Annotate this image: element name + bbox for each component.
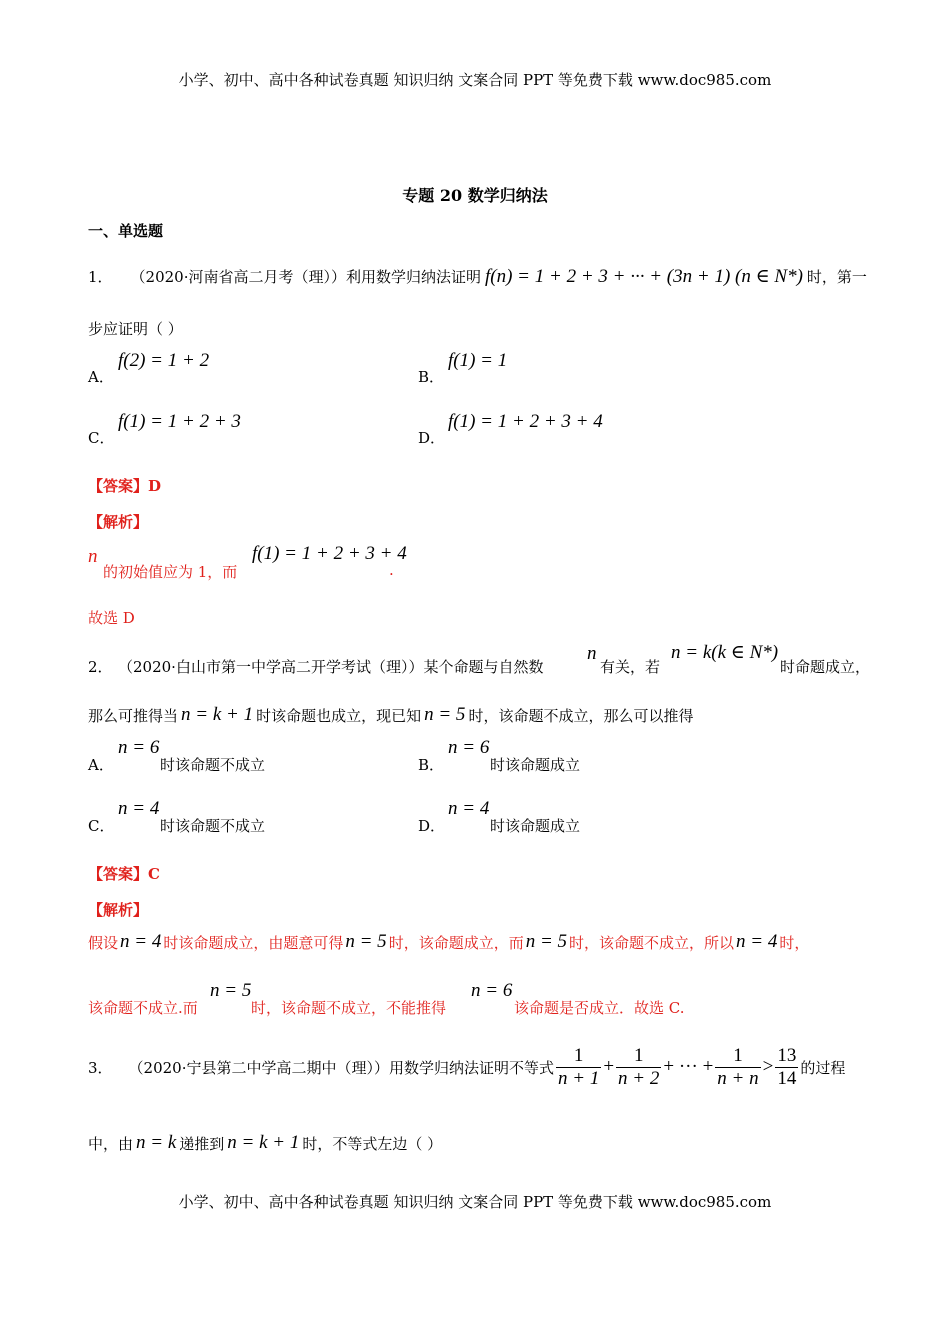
q2-exp-d: 时，该命题不成立，所以 xyxy=(569,933,735,952)
q2-exp2-b: 时，该命题不成立，不能推得 xyxy=(251,999,447,1017)
q1-answer: 【答案】D xyxy=(88,477,162,495)
q2-option-d-math: n = 4 xyxy=(448,798,490,819)
q2-exp2-math-1: n = 5 xyxy=(210,980,252,1001)
q1-option-c-math: f(1) = 1 + 2 + 3 xyxy=(118,411,241,432)
q3-fraction-3-denominator: n + n xyxy=(717,1067,759,1089)
page-footer: 小学、初中、高中各种试卷真题 知识归纳 文案合同 PPT 等免费下载 www.doc985.com xyxy=(178,1193,772,1211)
q2-exp-c: 时，该命题成立，而 xyxy=(388,933,524,952)
q2-option-b-text: 时该命题成立 xyxy=(490,756,581,774)
q2-line2-a: 那么可推得当 xyxy=(88,706,179,725)
question-2-mid: 有关，若 xyxy=(600,658,661,676)
q2-option-b-math: n = 6 xyxy=(448,737,490,758)
q1-option-b-math: f(1) = 1 xyxy=(448,350,508,371)
q3-line2-math-1: n = k xyxy=(136,1132,177,1153)
q2-answer: 【答案】C xyxy=(88,865,160,883)
q2-exp-e: 时， xyxy=(779,933,810,952)
question-1-number: 1． xyxy=(88,267,113,286)
q1-option-d-label: D． xyxy=(418,429,446,447)
q3-fraction-4-denominator: 14 xyxy=(777,1067,797,1089)
q2-exp2-a: 该命题不成立.而 xyxy=(88,999,198,1017)
q3-fraction-4-numerator: 13 xyxy=(777,1044,797,1066)
q1-option-c-label: C． xyxy=(88,429,115,447)
question-1-formula: f(n) = 1 + 2 + 3 + ··· + (3n + 1) (n ∈ N*) xyxy=(485,265,803,287)
q2-option-a-math: n = 6 xyxy=(118,737,160,758)
q1-conclusion: 故选 D xyxy=(88,609,135,627)
q3-fraction-4 xyxy=(775,1045,798,1090)
q1-option-d-math: f(1) = 1 + 2 + 3 + 4 xyxy=(448,411,603,432)
question-2-source: （2020·白山市第一中学高二开学考试（理））某个命题与自然数 xyxy=(118,658,544,676)
q3-fraction-3 xyxy=(715,1045,760,1090)
q3-fraction-1-denominator: n + 1 xyxy=(558,1067,600,1089)
q3-fraction-1 xyxy=(556,1045,601,1090)
question-3-line-2 xyxy=(88,1128,442,1158)
document-title: 专题 20 数学归纳法 xyxy=(402,186,548,205)
q2-option-c-label: C． xyxy=(88,817,115,835)
q2-exp2-math-2: n = 6 xyxy=(471,980,513,1001)
question-1-tail: 时，第一 xyxy=(806,267,867,286)
q2-line2-math-2: n = 5 xyxy=(424,704,466,725)
section-heading: 一、单选题 xyxy=(88,222,164,240)
q1-exp-text: 的初始值应为 1，而 xyxy=(103,563,238,581)
question-3-source: （2020·宁县第二中学高二期中（理））用数学归纳法证明不等式 xyxy=(128,1058,554,1077)
q3-fraction-1-numerator: 1 xyxy=(556,1045,601,1068)
q1-exp-n: n xyxy=(88,546,98,567)
q1-analysis-heading: 【解析】 xyxy=(88,513,149,531)
q2-explanation-line-1 xyxy=(88,927,809,957)
q2-option-a-text: 时该命题不成立 xyxy=(160,756,266,774)
q3-line2-math-2: n = k + 1 xyxy=(227,1132,300,1153)
q2-option-c-text: 时该命题不成立 xyxy=(160,817,266,835)
q3-plus-1: + xyxy=(603,1056,615,1077)
q2-line2-b: 时该命题也成立，现已知 xyxy=(256,706,422,725)
q3-plus-2: + ··· + xyxy=(663,1056,714,1077)
q3-line2-a: 中，由 xyxy=(88,1134,134,1153)
q3-line2-b: 递推到 xyxy=(179,1134,225,1153)
question-3-number: 3． xyxy=(88,1058,113,1077)
question-1-line-2: 步应证明（ ） xyxy=(88,320,183,338)
q1-exp-end: . xyxy=(389,561,394,579)
q2-analysis-heading: 【解析】 xyxy=(88,901,149,919)
q2-exp-math-4: n = 4 xyxy=(736,931,778,952)
q2-option-b-label: B． xyxy=(418,756,445,774)
q1-option-b-label: B． xyxy=(418,368,445,386)
q2-option-d-text: 时该命题成立 xyxy=(490,817,581,835)
q3-fraction-2 xyxy=(616,1045,661,1090)
q2-option-d-label: D． xyxy=(418,817,446,835)
q2-exp-math-2: n = 5 xyxy=(345,931,387,952)
q1-exp-math: f(1) = 1 + 2 + 3 + 4 xyxy=(252,543,407,564)
q2-line2-c: 时，该命题不成立，那么可以推得 xyxy=(468,706,694,725)
question-2-tail: 时命题成立， xyxy=(780,658,871,676)
q1-option-a-math: f(2) = 1 + 2 xyxy=(118,350,210,371)
question-2-line-2 xyxy=(88,700,693,730)
q3-fraction-3-numerator: 1 xyxy=(715,1045,760,1068)
q2-exp-a: 假设 xyxy=(88,933,119,952)
q2-option-a-label: A． xyxy=(88,756,114,774)
q2-exp-math-1: n = 4 xyxy=(120,931,162,952)
q3-fraction-2-denominator: n + 2 xyxy=(618,1067,660,1089)
question-3-line-1 xyxy=(88,1042,845,1092)
q2-exp2-c: 该命题是否成立．故选 C. xyxy=(514,999,685,1017)
q1-option-a-label: A． xyxy=(88,368,114,386)
question-2-number: 2． xyxy=(88,658,113,676)
q3-fraction-2-numerator: 1 xyxy=(616,1045,661,1068)
page-header: 小学、初中、高中各种试卷真题 知识归纳 文案合同 PPT 等免费下载 www.doc985.com xyxy=(178,71,772,89)
question-2-condition: n = k(k ∈ N*) xyxy=(671,642,779,663)
q3-line2-c: 时，不等式左边（ ） xyxy=(302,1134,443,1153)
q2-exp-b: 时该命题成立，由题意可得 xyxy=(163,933,344,952)
question-1-source: （2020·河南省高二月考（理））利用数学归纳法证明 xyxy=(130,267,481,286)
question-1-line-1 xyxy=(88,256,867,296)
question-3-tail: 的过程 xyxy=(800,1058,846,1077)
question-2-n: n xyxy=(587,643,597,664)
q2-option-c-math: n = 4 xyxy=(118,798,160,819)
q2-line2-math-1: n = k + 1 xyxy=(181,704,254,725)
q2-exp-math-3: n = 5 xyxy=(525,931,568,952)
q3-greater-than: > xyxy=(762,1056,774,1077)
